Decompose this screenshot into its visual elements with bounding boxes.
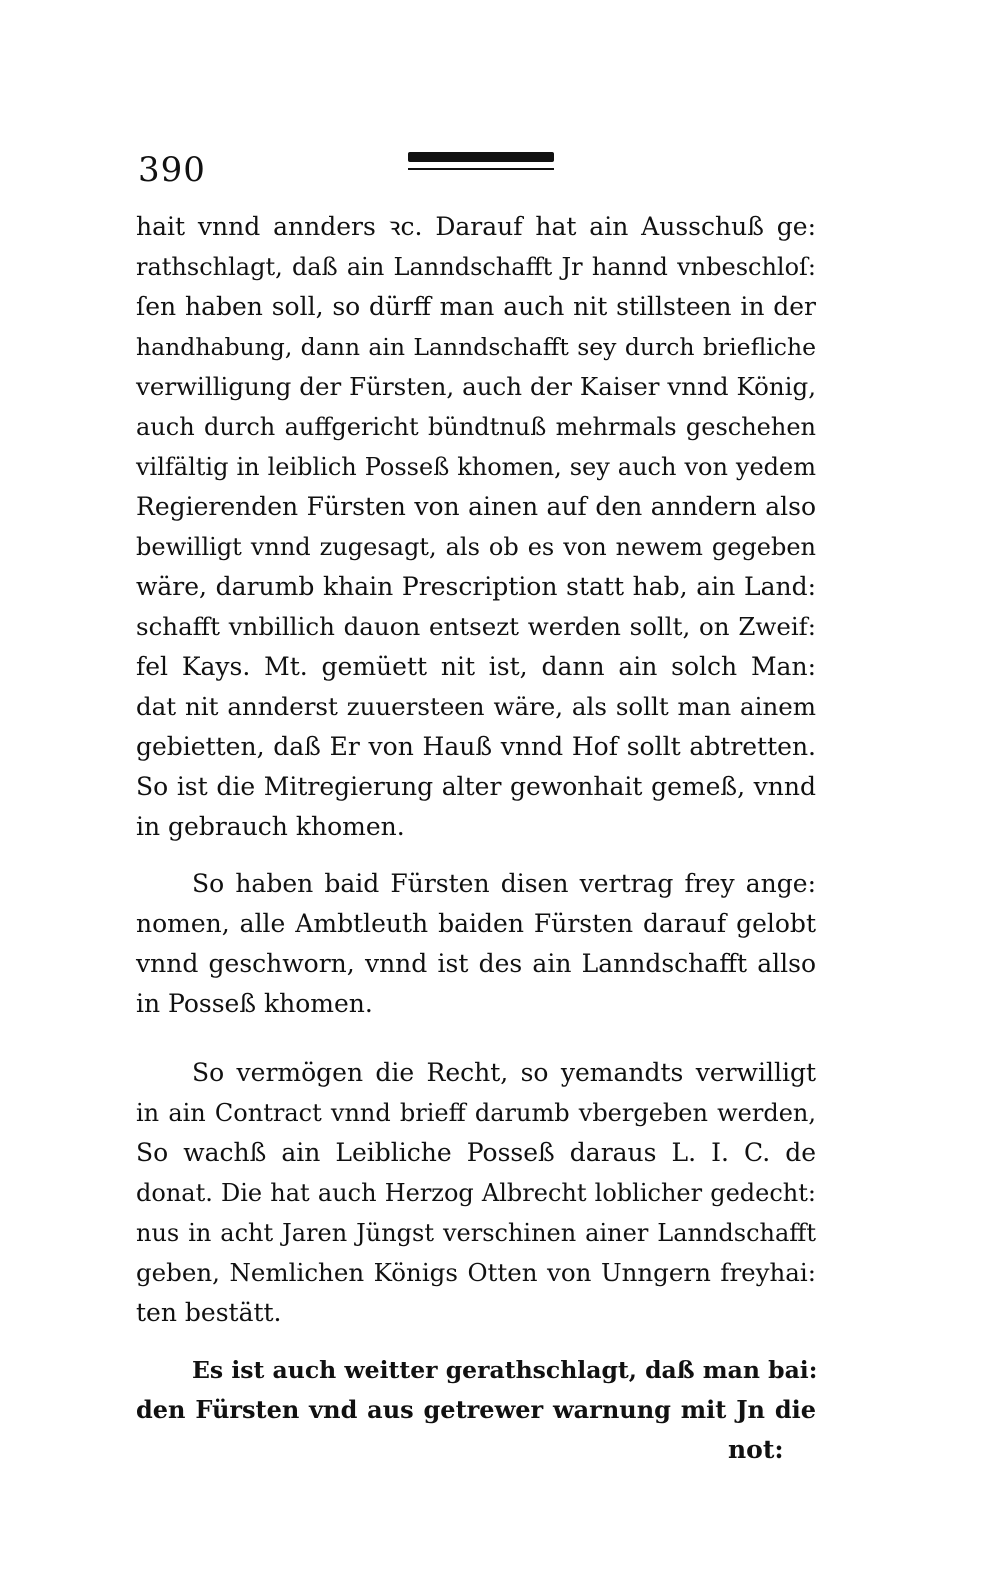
text-line: vilfältig in leiblich Posseß khomen, sey auch von yedem bbox=[136, 453, 816, 481]
paragraph-1 bbox=[136, 207, 816, 847]
header-rule-thin bbox=[408, 168, 554, 170]
text-line: gebietten, daß Er von Hauß vnnd Hof sollt abtretten. bbox=[136, 732, 816, 761]
paragraph-3 bbox=[136, 1053, 816, 1333]
text-line: auch durch auffgericht bündtnuß mehrmals geschehen bbox=[136, 413, 816, 441]
text-line: in Posseß khomen. bbox=[136, 989, 373, 1018]
page-number: 390 bbox=[138, 150, 206, 190]
text-line: rathschlagt, daß ain Lanndschafft Jr hannd vnbeschloſ: bbox=[136, 253, 816, 281]
text-line: vnnd geschworn, vnnd ist des ain Lanndschafft allso bbox=[136, 949, 816, 978]
text-line: So ist die Mitregierung alter gewonhait gemeß, vnnd bbox=[136, 772, 816, 801]
text-line: nus in acht Jaren Jüngst verschinen ainer Lanndschafft bbox=[136, 1219, 816, 1247]
text-line: So vermögen die Recht, so yemandts verwilligt bbox=[192, 1058, 816, 1087]
text-line: Es ist auch weitter gerathschlagt, daß man bai: bbox=[192, 1356, 818, 1384]
text-line: So haben baid Fürsten disen vertrag frey ange: bbox=[192, 869, 816, 898]
text-line: ten bestätt. bbox=[136, 1298, 282, 1327]
text-line: hait vnnd annders ꝛc. Darauf hat ain Ausschuß ge: bbox=[136, 212, 816, 241]
text-line: schafft vnbillich dauon entsezt werden sollt, on Zweif: bbox=[136, 612, 816, 641]
text-line: Regierenden Fürsten von ainen auf den anndern also bbox=[136, 492, 816, 521]
header-rule-ornament bbox=[408, 152, 554, 174]
paragraph-4 bbox=[136, 1350, 816, 1430]
text-line: den Fürsten vnd aus getrewer warnung mit Jn die bbox=[136, 1395, 816, 1424]
text-line: in ain Contract vnnd brieff darumb vbergeben werden, bbox=[136, 1099, 816, 1127]
text-line: nomen, alle Ambtleuth baiden Fürsten darauf gelobt bbox=[136, 909, 816, 938]
text-line: fel Kays. Mt. gemüett nit ist, dann ain solch Man: bbox=[136, 652, 816, 681]
text-line: ſen haben soll, so dürff man auch nit stillsteen in der bbox=[136, 292, 816, 321]
text-line: wäre, darumb khain Prescription statt hab, ain Land: bbox=[136, 572, 816, 601]
paragraph-2 bbox=[136, 864, 816, 1024]
text-line: So wachß ain Leibliche Posseß daraus L. I. C. de bbox=[136, 1138, 816, 1167]
catchword: not: bbox=[728, 1435, 784, 1464]
text-line: geben, Nemlichen Königs Otten von Unngern freyhai: bbox=[136, 1258, 816, 1287]
text-line: in gebrauch khomen. bbox=[136, 812, 405, 841]
text-line: bewilligt vnnd zugesagt, als ob es von newem gegeben bbox=[136, 533, 816, 561]
text-line: verwilligung der Fürsten, auch der Kaiser vnnd König, bbox=[136, 372, 816, 401]
text-line: donat. Die hat auch Herzog Albrecht loblicher gedecht: bbox=[136, 1179, 816, 1207]
text-line: handhabung, dann ain Lanndschafft sey durch briefliche bbox=[136, 333, 816, 361]
text-line: dat nit annderst zuuersteen wäre, als sollt man ainem bbox=[136, 692, 816, 721]
header-rule-thick bbox=[408, 152, 554, 162]
